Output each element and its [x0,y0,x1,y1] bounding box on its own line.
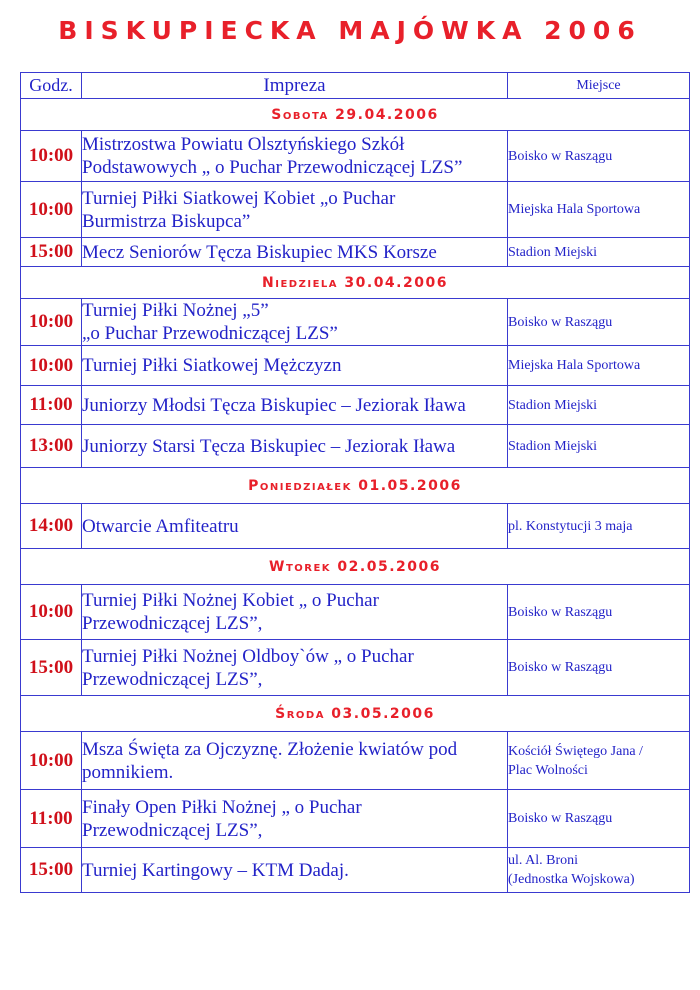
event-name [82,386,508,425]
day-header-row [21,99,690,131]
event-time: 15:00 [21,238,82,267]
event-row [21,640,690,696]
day-header-row [21,696,690,732]
event-place-line: Boisko w Raszągu [508,314,613,330]
event-place-line: (Jednostka Wojskowa) [508,872,635,887]
event-row [21,504,690,549]
day-label: Niedziela 30.04.2006 [21,267,690,299]
event-time: 10:00 [21,182,82,238]
event-time: 13:00 [21,425,82,468]
event-row [21,238,690,267]
event-row [21,732,690,790]
day-label: Sobota 29.04.2006 [21,99,690,131]
event-place-line: Boisko w Raszągu [508,660,613,675]
event-name-line: Turniej Piłki Siatkowej Kobiet „o Puchar [82,187,396,209]
event-name-line: Przewodniczącej LZS”, [82,668,263,690]
event-name-line: Turniej Piłki Nożnej Kobiet „ o Puchar [82,590,379,611]
event-name [82,790,508,848]
event-name [82,131,508,182]
event-name [82,848,508,893]
event-time: 10:00 [21,585,82,640]
event-row [21,848,690,893]
event-time: 11:00 [21,790,82,848]
day-label: Środa 03.05.2006 [21,696,690,732]
event-name [82,425,508,468]
event-place [508,131,690,182]
event-place [508,386,690,425]
event-name-line: Otwarcie Amfiteatru [82,515,239,537]
event-time: 14:00 [21,504,82,549]
event-name-line: Burmistrza Biskupca” [82,210,251,232]
event-place-line: Boisko w Raszągu [508,604,613,620]
event-place-line: Boisko w Raszągu [508,148,613,164]
event-place [508,238,690,267]
event-name [82,732,508,790]
event-name-line: Turniej Piłki Siatkowej Mężczyzn [82,355,342,376]
event-place [508,732,690,790]
day-label: Poniedziałek 01.05.2006 [21,468,690,504]
event-time: 15:00 [21,848,82,893]
day-header-row [21,549,690,585]
header-place: Miejsce [508,73,690,99]
event-name-line: Msza Święta za Ojczyznę. Złożenie kwiatów pod [82,738,458,760]
event-place [508,504,690,549]
event-place [508,346,690,386]
event-row [21,299,690,346]
event-row [21,386,690,425]
day-label: Wtorek 02.05.2006 [21,549,690,585]
event-place [508,640,690,696]
event-row [21,346,690,386]
event-time: 10:00 [21,299,82,346]
event-place-line: Plac Wolności [508,762,588,778]
event-row [21,182,690,238]
event-place-line: ul. Al. Broni [508,853,579,868]
event-name-line: Finały Open Piłki Nożnej „ o Puchar [82,796,362,818]
event-name-line: Podstawowych „ o Puchar Przewodniczącej LZS” [82,157,463,178]
page-title: BISKUPIECKA MAJÓWKA 2006 [58,16,642,45]
event-name-line: Przewodniczącej LZS”, [82,613,263,634]
event-time: 15:00 [21,640,82,696]
event-name-line: pomnikiem. [82,761,174,783]
event-name [82,182,508,238]
event-row [21,790,690,848]
event-row [21,131,690,182]
event-name [82,238,508,267]
event-place [508,299,690,346]
event-place-line: Stadion Miejski [508,438,598,454]
event-name-line: Mecz Seniorów Tęcza Biskupiec MKS Korsze [82,241,437,263]
event-name [82,640,508,696]
event-name [82,346,508,386]
event-name [82,585,508,640]
event-time: 10:00 [21,732,82,790]
event-row [21,585,690,640]
event-name-line: Turniej Piłki Nożnej „5” [82,300,269,321]
event-place-line: Miejska Hala Sportowa [508,202,641,217]
event-place [508,790,690,848]
header-event: Impreza [82,73,508,99]
event-place [508,848,690,893]
event-place [508,425,690,468]
event-name-line: Przewodniczącej LZS”, [82,819,263,841]
event-place-line: Boisko w Raszągu [508,811,613,826]
event-name [82,504,508,549]
event-name-line: „o Puchar Przewodniczącej LZS” [82,323,338,344]
event-name-line: Turniej Kartingowy – KTM Dadaj. [82,859,349,881]
event-name-line: Mistrzostwa Powiatu Olsztyńskiego Szkół [82,134,405,155]
event-time: 10:00 [21,346,82,386]
event-place-line: Kościół Świętego Jana / [508,743,643,759]
event-place-line: Stadion Miejski [508,244,598,260]
day-header-row [21,468,690,504]
event-place-line: Miejska Hala Sportowa [508,358,641,373]
event-row [21,425,690,468]
event-time: 10:00 [21,131,82,182]
day-header-row [21,267,690,299]
event-name-line: Juniorzy Młodsi Tęcza Biskupiec – Jeziorak Iława [82,394,466,416]
event-name [82,299,508,346]
event-place [508,585,690,640]
event-place-line: Stadion Miejski [508,397,598,413]
header-time: Godz. [21,73,82,99]
header-row [21,73,690,99]
schedule-table [20,72,690,893]
event-place [508,182,690,238]
event-name-line: Juniorzy Starsi Tęcza Biskupiec – Jeziorak Iława [82,435,456,457]
event-time: 11:00 [21,386,82,425]
event-place-line: pl. Konstytucji 3 maja [508,518,633,534]
event-name-line: Turniej Piłki Nożnej Oldboy`ów „ o Puchar [82,645,414,667]
